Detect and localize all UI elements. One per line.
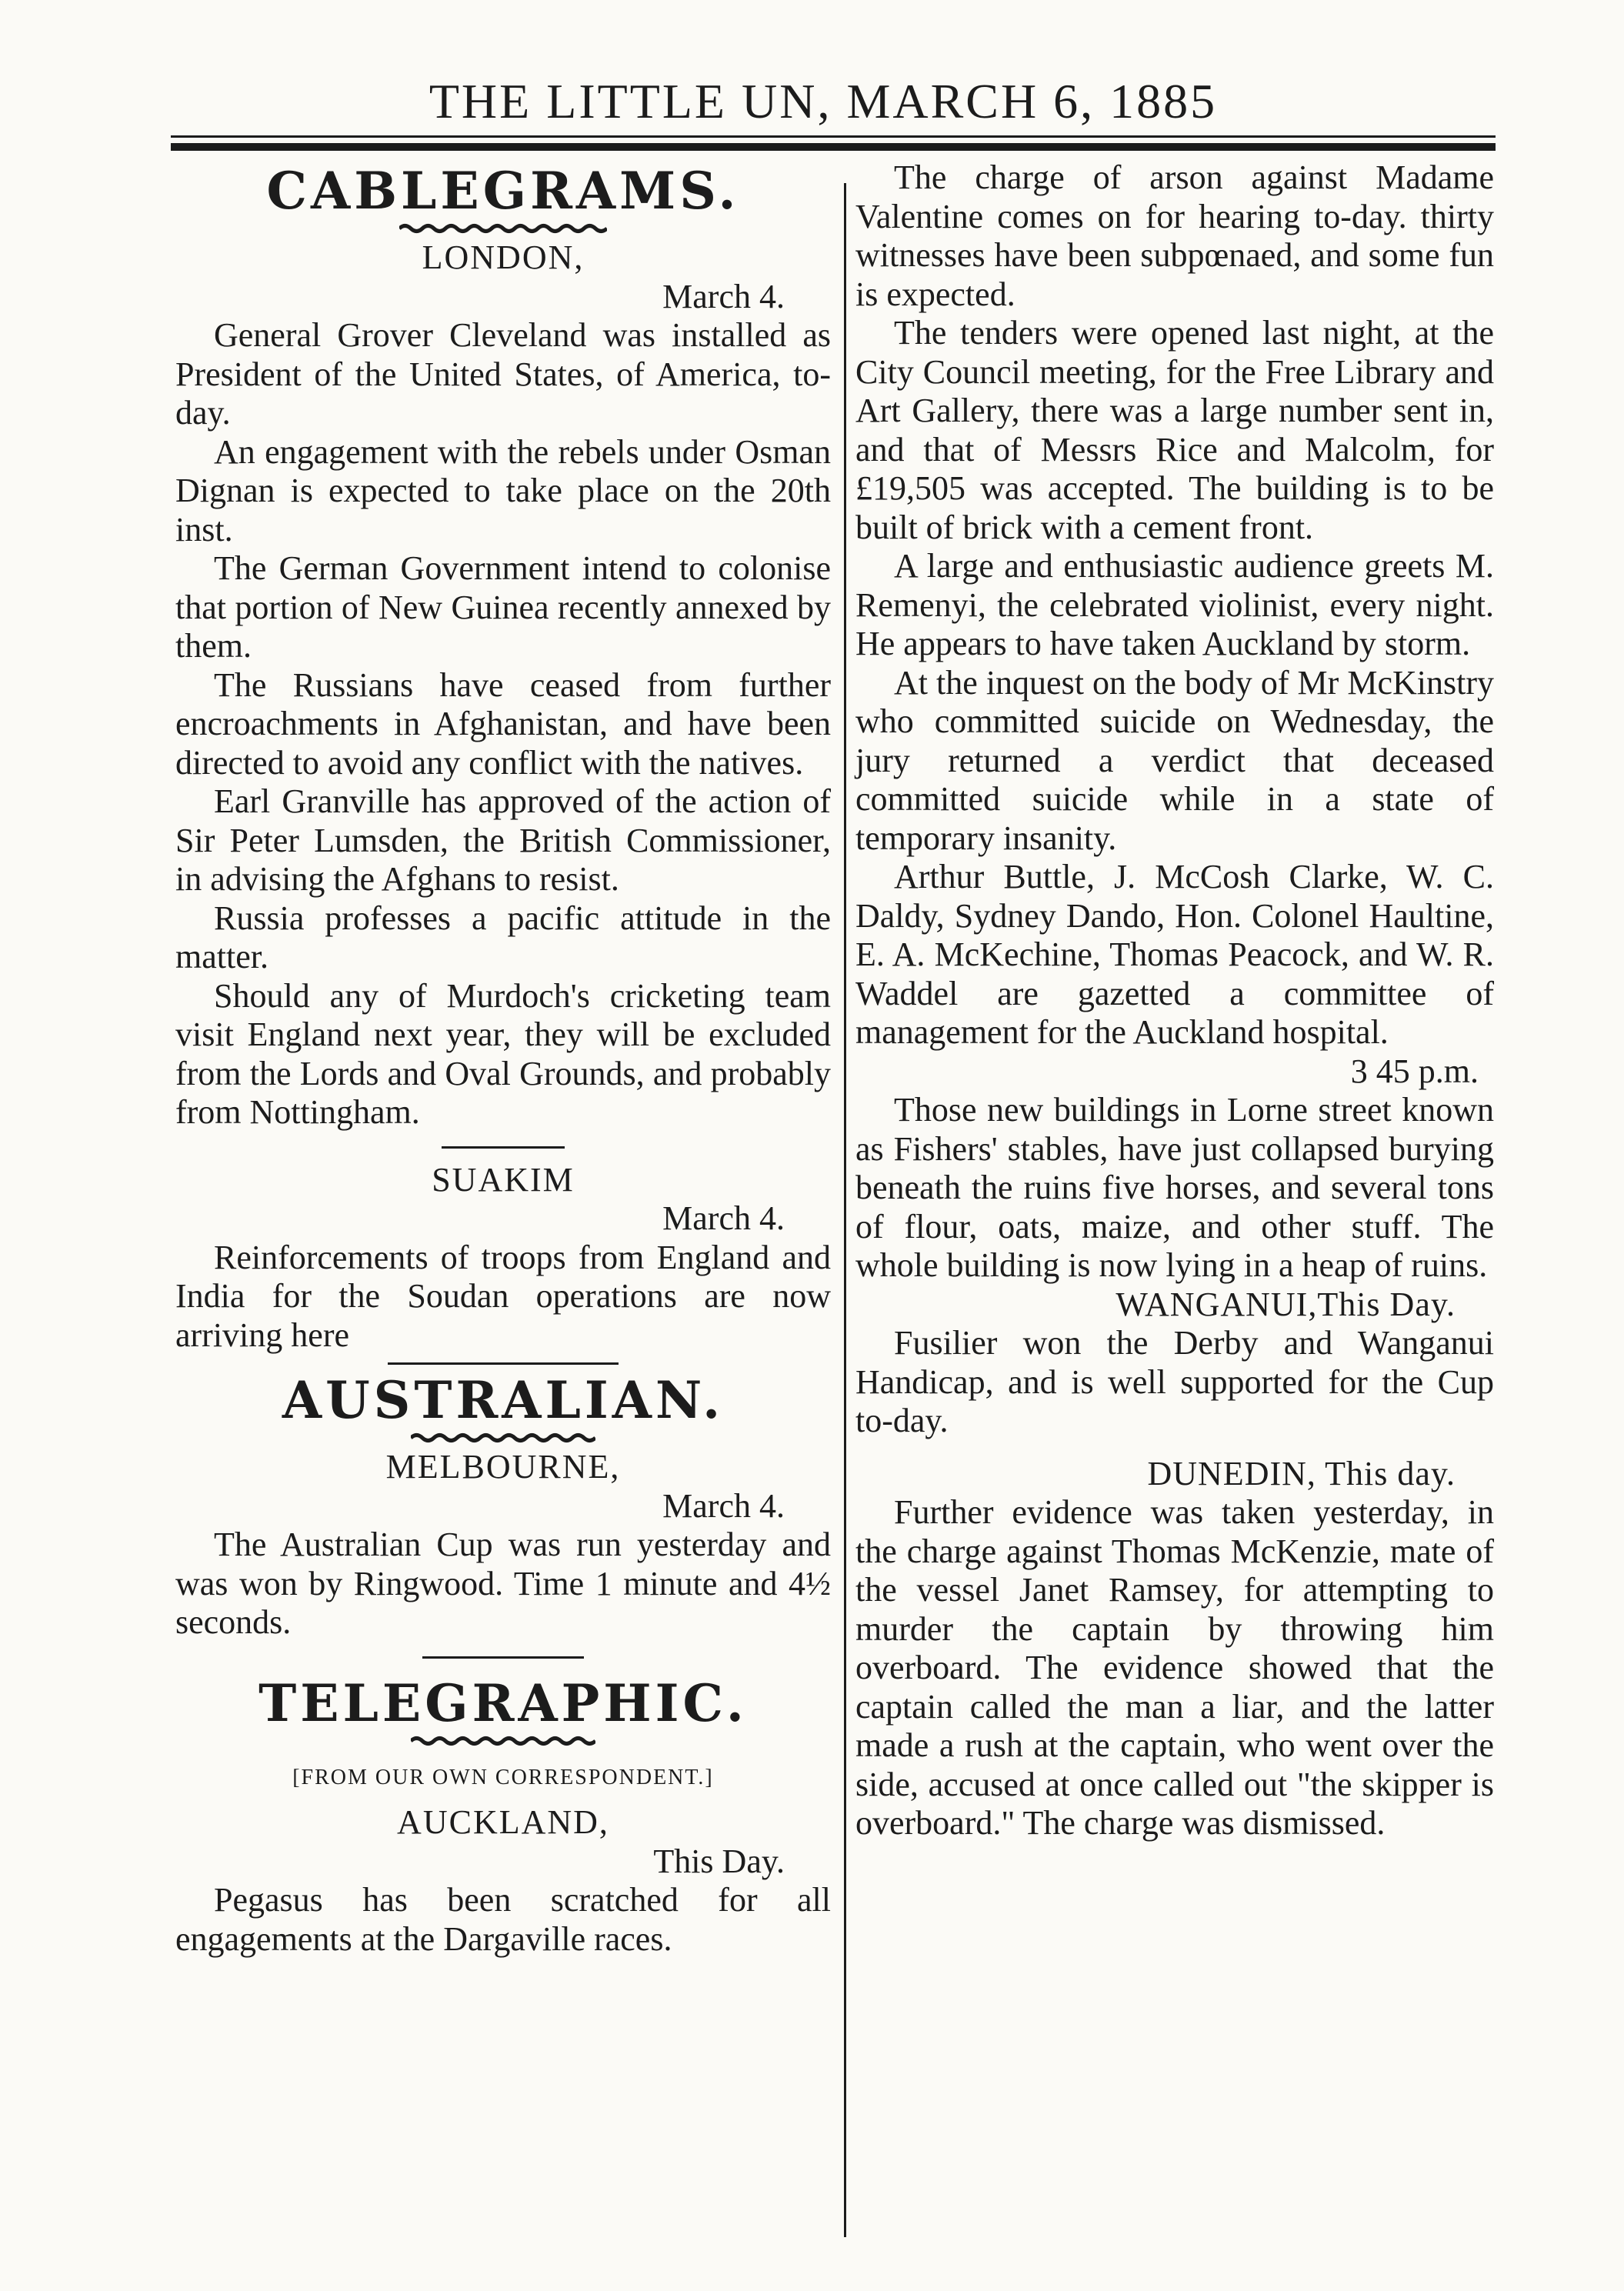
london-place: LONDON, xyxy=(422,238,585,276)
news-paragraph: At the inquest on the body of Mr McKinstry who committed suicide on Wednesday, the jury returned a verdict that deceased committed suicide while in a state of temporary insanity. xyxy=(855,663,1494,857)
melbourne-date: March 4. xyxy=(662,1486,785,1525)
masthead-title: THE LITTLE UN, MARCH 6, 1885 xyxy=(429,74,1218,128)
masthead-rule-thin xyxy=(171,135,1496,138)
cablegram-paragraph: Russia professes a pacific attitude in the matter. xyxy=(175,899,831,975)
cablegram-paragraph: Earl Granville has approved of the action of Sir Peter Lumsden, the British Commissioner, in advising the Afghans to resist. xyxy=(175,782,831,898)
news-paragraph: A large and enthusiastic audience greets M. Remenyi, the celebrated violinist, every night. He appears to have taken Auckland by storm. xyxy=(855,547,1494,662)
australian-paragraph: The Australian Cup was run yesterday and was won by Ringwood. Time 1 minute and 4½ seconds. xyxy=(175,1526,831,1641)
melbourne-place: MELBOURNE, xyxy=(385,1448,621,1486)
wanganui-place: WANGANUI,This Day. xyxy=(1115,1285,1456,1323)
section-rule xyxy=(422,1656,584,1659)
time-stamp: 3 45 p.m. xyxy=(1350,1052,1479,1090)
auckland-date: This Day. xyxy=(653,1842,785,1880)
left-column xyxy=(175,158,831,1959)
column-divider xyxy=(844,183,846,2237)
cablegram-paragraph: Should any of Murdoch's cricketing team visit England next year, they will be excluded from the Lords and Oval Grounds, and probably from Nottingham. xyxy=(175,976,831,1131)
right-column xyxy=(855,158,1494,1843)
section-rule xyxy=(442,1146,565,1149)
cablegrams-heading: CABLEGRAMS. xyxy=(266,161,740,221)
news-paragraph: Those new buildings in Lorne street known as Fishers' stables, have just collapsed burying beneath the ruins five horses, and several tons of flour, oats, maize, and other stuff. The whole building is now lying in a heap of ruins. xyxy=(855,1091,1494,1284)
squiggle-ornament-telegraphic xyxy=(411,1736,595,1746)
news-paragraph: Arthur Buttle, J. McCosh Clarke, W. C. Daldy, Sydney Dando, Hon. Colonel Haultine, E. A. McKechine, Thomas Peacock, and W. R. Waddel are gazetted a committee of management for the Auckland hospital. xyxy=(855,858,1494,1051)
cablegram-paragraph: General Grover Cleveland was installed as President of the United States, of America, to-day. xyxy=(175,316,831,432)
cablegram-paragraph: The Russians have ceased from further encroachments in Afghanistan, and have been directed to avoid any conflict with the natives. xyxy=(175,665,831,782)
cablegram-paragraph: An engagement with the rebels under Osman Dignan is expected to take place on the 20th inst. xyxy=(175,432,831,549)
news-paragraph: The charge of arson against Madame Valentine comes on for hearing to-day. thirty witnesses have been subpœnaed, and some fun is expected. xyxy=(855,158,1494,313)
suakim-date: March 4. xyxy=(662,1199,785,1237)
news-paragraph: The tenders were opened last night, at the City Council meeting, for the Free Library and Art Gallery, there was a large number sent in, and that of Messrs Rice and Malcolm, for £19,505 was accepted. The building is to be built of brick with a cement front. xyxy=(855,314,1494,546)
section-rule xyxy=(388,1362,619,1365)
suakim-paragraph: Reinforcements of troops from England and India for the Soudan operations are now arriving here xyxy=(175,1238,831,1354)
masthead-rule-thick xyxy=(171,143,1496,151)
squiggle-ornament-cablegrams xyxy=(399,223,607,234)
suakim-place: SUAKIM xyxy=(432,1160,575,1199)
australian-heading: AUSTRALIAN. xyxy=(282,1370,725,1430)
london-date: March 4. xyxy=(662,277,785,315)
correspondent-note: [FROM OUR OWN CORRESPONDENT.] xyxy=(292,1765,714,1789)
wanganui-paragraph: Fusilier won the Derby and Wanganui Handicap, and is well supported for the Cup to-day. xyxy=(855,1324,1494,1439)
dunedin-place: DUNEDIN, This day. xyxy=(1147,1454,1456,1492)
telegraphic-heading: TELEGRAPHIC. xyxy=(258,1672,748,1733)
dunedin-paragraph: Further evidence was taken yesterday, in the charge against Thomas McKenzie, mate of the vessel Janet Ramsey, for attempting to murder the captain by throwing him overboard. The evidence showed that the captain called the man a liar, and the latter made a rush at the captain, who went over the side, accused at once called out "the skipper is overboard." The charge was dismissed. xyxy=(855,1493,1494,1842)
telegraphic-paragraph: Pegasus has been scratched for all engagements at the Dargaville races. xyxy=(175,1881,831,1958)
cablegram-paragraph: The German Government intend to colonise that portion of New Guinea recently annexed by them. xyxy=(175,549,831,665)
auckland-place: AUCKLAND, xyxy=(397,1803,609,1841)
squiggle-ornament-australian xyxy=(411,1432,595,1443)
